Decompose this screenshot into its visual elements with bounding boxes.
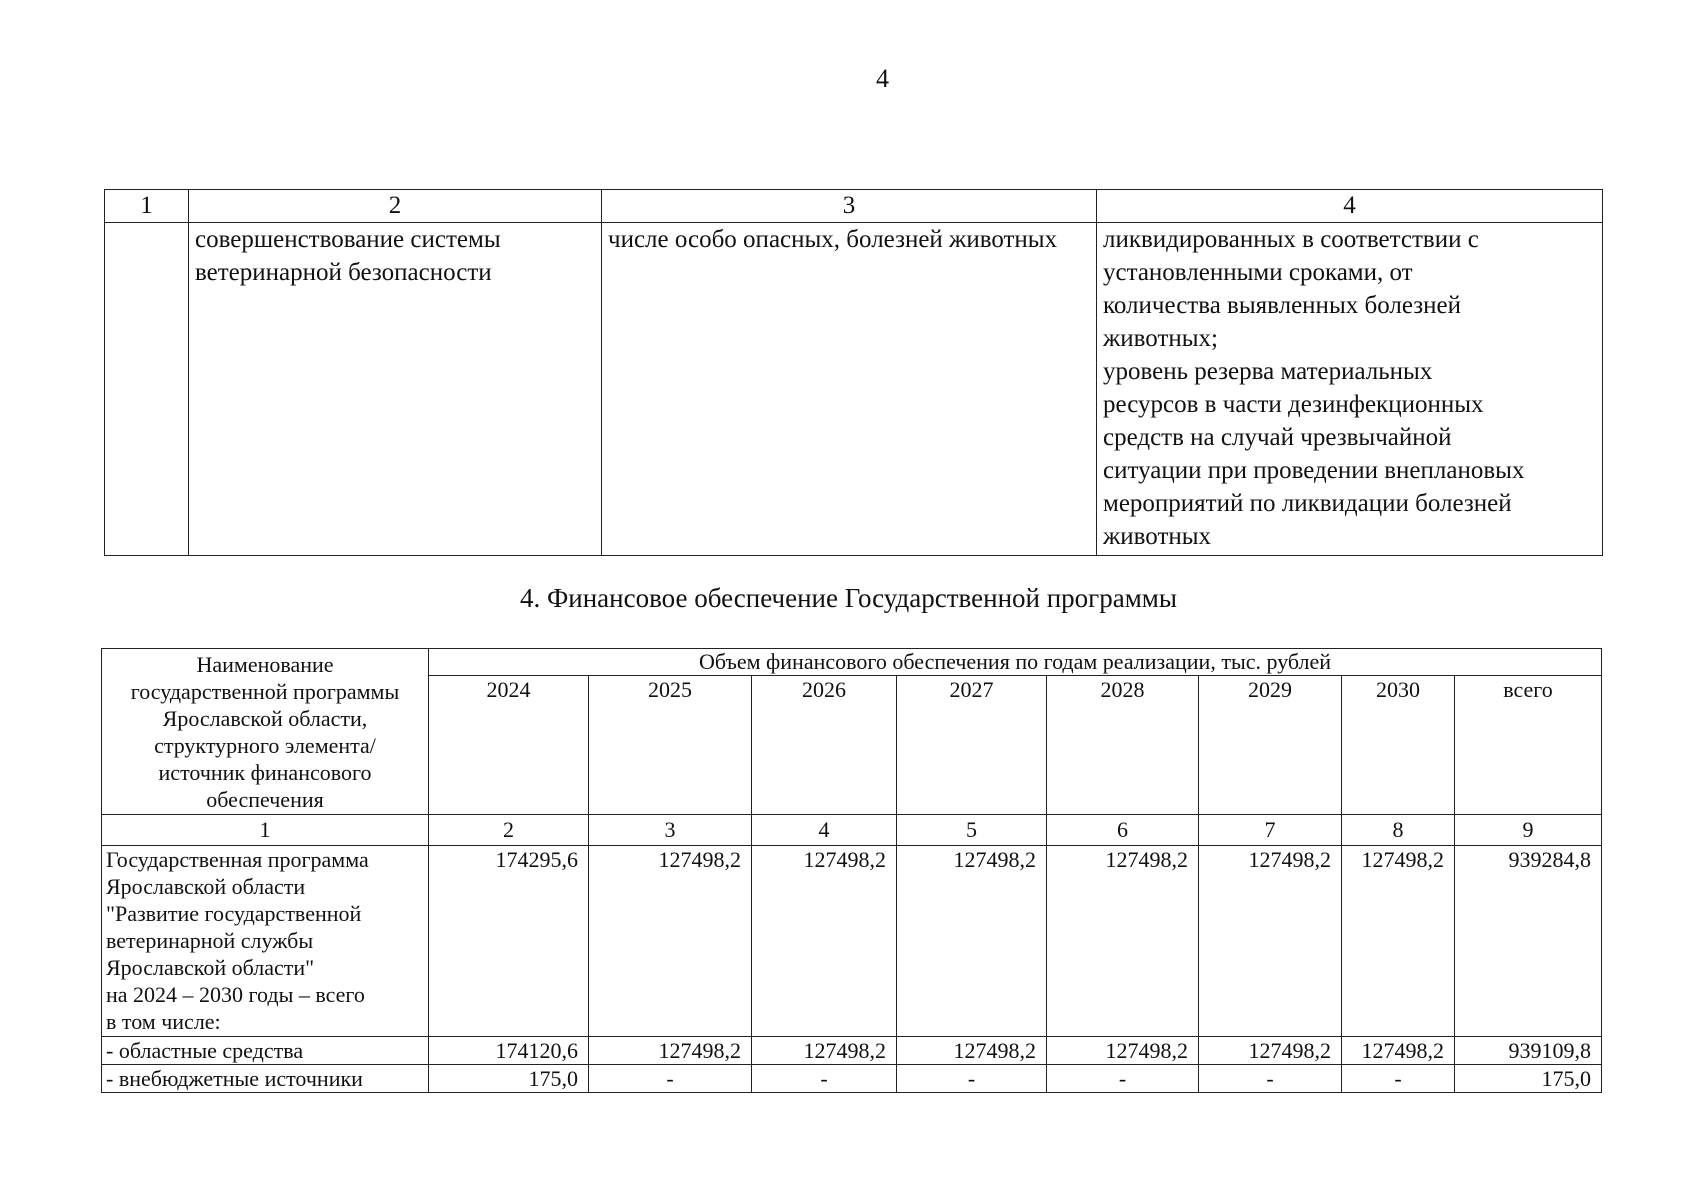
col-header-2: 2 [189,190,602,223]
indicator-line: животных; [1103,325,1219,352]
value-2025: - [589,1065,752,1093]
column-number: 5 [897,815,1047,846]
program-name-line: в том числе: [106,1009,221,1034]
indicator-line: средств на случай чрезвычайной [1103,424,1452,451]
column-number: 9 [1455,815,1602,846]
program-name-line: Государственная программа [106,847,369,872]
column-number: 7 [1199,815,1342,846]
value-2026: - [752,1065,897,1093]
year-header: 2027 [897,676,1047,815]
year-header: 2024 [429,676,589,815]
column-number: 2 [429,815,589,846]
year-header: 2028 [1047,676,1199,815]
indicator-line: ресурсов в части дезинфекционных [1103,391,1484,418]
year-header: 2030 [1342,676,1455,815]
continuation-table [104,189,1603,556]
value-2027: 127498,2 [897,846,1047,1037]
value-2030: 127498,2 [1342,1037,1455,1065]
cell-empty [105,223,189,556]
value-2024: 175,0 [429,1065,589,1093]
source-name: - внебюджетные источники [102,1065,429,1093]
column-number: 4 [752,815,897,846]
year-header: 2025 [589,676,752,815]
col-header-3: 3 [602,190,1097,223]
name-header-line: структурного элемента/ [154,733,376,758]
program-name-line: на 2024 – 2030 годы – всего [106,982,365,1007]
value-2027: 127498,2 [897,1037,1047,1065]
program-total-row [102,846,1602,1037]
column-number-row [102,815,1602,846]
value-2026: 127498,2 [752,1037,897,1065]
value-2026: 127498,2 [752,846,897,1037]
finance-header-row [102,649,1602,676]
page-number: 4 [876,64,889,93]
finance-table [101,648,1602,1093]
program-name-line: Ярославской области [106,874,306,899]
value-2028: 127498,2 [1047,846,1199,1037]
indicator-line: ликвидированных в соответствии с [1103,226,1479,253]
name-header-line: Ярославской области, [162,706,368,731]
column-number: 8 [1342,815,1455,846]
indicator-line: животных [1103,523,1212,550]
extrabudget-funds-row [102,1065,1602,1093]
value-2029: 127498,2 [1199,1037,1342,1065]
value-total: 939109,8 [1455,1037,1602,1065]
column-number: 6 [1047,815,1199,846]
value-2024: 174120,6 [429,1037,589,1065]
program-name [102,846,429,1037]
col-header-1: 1 [105,190,189,223]
year-header: 2029 [1199,676,1342,815]
value-2030: - [1342,1065,1455,1093]
continuation-header-row [105,190,1603,223]
value-2027: - [897,1065,1047,1093]
name-header-line: обеспечения [206,787,324,812]
cell-task: числе особо опасных, болезней животных [602,223,1097,556]
name-column-header [102,649,429,815]
regional-funds-row [102,1037,1602,1065]
funding-group-header: Объем финансового обеспечения по годам реализации, тыс. рублей [429,649,1602,676]
indicator-line: установленными сроками, от [1103,259,1413,286]
name-header-line: государственной программы [130,679,400,704]
year-header: 2026 [752,676,897,815]
cell-indicators [1097,223,1603,556]
value-total: 175,0 [1455,1065,1602,1093]
indicator-line: уровень резерва материальных [1103,358,1433,385]
column-number: 3 [589,815,752,846]
name-header-line: Наименование [196,652,334,677]
value-2029: - [1199,1065,1342,1093]
value-total: 939284,8 [1455,846,1602,1037]
col-header-4: 4 [1097,190,1603,223]
name-header-line: источник финансового [158,760,372,785]
program-name-line: Ярославской области" [106,955,315,980]
value-2028: 127498,2 [1047,1037,1199,1065]
continuation-row [105,223,1603,556]
indicator-line: количества выявленных болезней [1103,292,1461,319]
indicator-line: мероприятий по ликвидации болезней [1103,490,1512,517]
value-2025: 127498,2 [589,1037,752,1065]
source-name: - областные средства [102,1037,429,1065]
program-name-line: ветеринарной службы [106,928,314,953]
value-2030: 127498,2 [1342,846,1455,1037]
value-2028: - [1047,1065,1199,1093]
value-2025: 127498,2 [589,846,752,1037]
value-2024: 174295,6 [429,846,589,1037]
column-number: 1 [102,815,429,846]
program-name-line: "Развитие государственной [106,901,362,926]
indicator-line: ситуации при проведении внеплановых [1103,457,1525,484]
section-title: 4. Финансовое обеспечение Государственной программы [519,583,1178,613]
cell-goal: совершенствование системы ветеринарной безопасности [189,223,602,556]
total-header: всего [1455,676,1602,815]
value-2029: 127498,2 [1199,846,1342,1037]
